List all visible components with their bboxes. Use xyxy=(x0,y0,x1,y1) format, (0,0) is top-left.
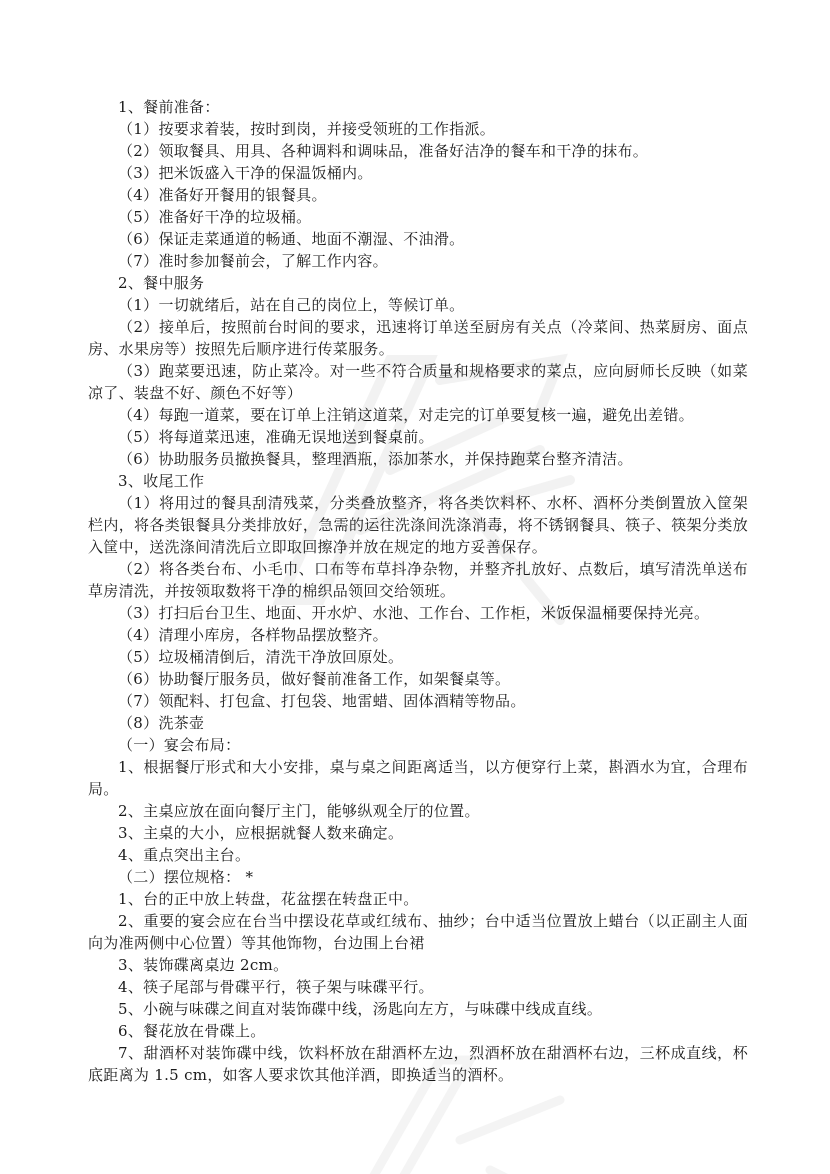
paragraph: （4）准备好开餐用的银餐具。 xyxy=(118,186,327,204)
paragraph: （6）协助服务员撤换餐具，整理酒瓶，添加茶水，并保持跑菜台整齐清洁。 xyxy=(118,450,633,468)
paragraph: （7）准时参加餐前会，了解工作内容。 xyxy=(118,252,388,270)
paragraph: 2、主桌应放在面向餐厅主门，能够纵观全厅的位置。 xyxy=(118,802,480,820)
paragraph: 7、甜酒杯对装饰碟中线，饮料杯放在甜酒杯左边，烈酒杯放在甜酒杯右边，三杯成直线，杯底距离为 1.5 cm，如客人要求饮其他洋酒，即换适当的酒杯。 xyxy=(88,1044,748,1084)
paragraph: （3）跑菜要迅速，防止菜冷。对一些不符合质量和规格要求的菜点，应向厨师长反映（如菜凉了、装盘不好、颜色不好等） xyxy=(88,362,748,402)
paragraph: （1）一切就绪后，站在自己的岗位上，等候订单。 xyxy=(118,296,465,314)
paragraph: 1、餐前准备： xyxy=(118,98,220,116)
paragraph: 1、台的正中放上转盘，花盆摆在转盘正中。 xyxy=(118,890,419,908)
paragraph: 2、重要的宴会应在台当中摆设花草或红绒布、抽纱；台中适当位置放上蜡台（以正副主人面向为准两侧中心位置）等其他饰物，台边围上台裙 xyxy=(88,912,748,952)
paragraph: 3、收尾工作 xyxy=(118,472,205,490)
paragraph: 1、根据餐厅形式和大小安排，桌与桌之间距离适当，以方便穿行上菜，斟酒水为宜，合理布局。 xyxy=(88,758,748,798)
paragraph: 3、主桌的大小，应根据就餐人数来确定。 xyxy=(118,824,404,842)
paragraph: （3）把米饭盛入干净的保温饭桶内。 xyxy=(118,164,373,182)
paragraph: （4）每跑一道菜，要在订单上注销这道菜，对走完的订单要复核一遍，避免出差错。 xyxy=(118,406,694,424)
paragraph: 3、装饰碟离桌边 2cm。 xyxy=(118,956,289,974)
paragraph: （5）将每道菜迅速，准确无误地送到餐桌前。 xyxy=(118,428,434,446)
paragraph: （1）将用过的餐具刮清残菜，分类叠放整齐，将各类饮料杯、水杯、酒杯分类倒置放入筐架栏内，将各类银餐具分类排放好，急需的运往洗涤间洗涤消毒，将不锈钢餐具、筷子、筷架分类放入筐中，送洗涤间清洗后立即取回擦净并放在规定的地方妥善保存。 xyxy=(88,494,748,556)
paragraph: （2）接单后，按照前台时间的要求，迅速将订单送至厨房有关点（冷菜间、热菜厨房、面点房、水果房等）按照先后顺序进行传菜服务。 xyxy=(88,318,748,358)
paragraph: 4、筷子尾部与骨碟平行，筷子架与味碟平行。 xyxy=(118,978,434,996)
paragraph: （一）宴会布局： xyxy=(118,736,241,754)
paragraph: （二）摆位规格： * xyxy=(118,868,254,886)
paragraph: 4、重点突出主台。 xyxy=(118,846,251,864)
document-body xyxy=(88,96,748,1086)
paragraph: 6、餐花放在骨碟上。 xyxy=(118,1022,266,1040)
paragraph: （6）保证走菜通道的畅通、地面不潮湿、不油滑。 xyxy=(118,230,465,248)
paragraph: （8）洗茶壶 xyxy=(118,714,205,732)
paragraph: （2）领取餐具、用具、各种调料和调味品，准备好洁净的餐车和干净的抹布。 xyxy=(118,142,649,160)
paragraph: （5）准备好干净的垃圾桶。 xyxy=(118,208,312,226)
paragraph: （1）按要求着装，按时到岗，并接受领班的工作指派。 xyxy=(118,120,496,138)
paragraph: 2、餐中服务 xyxy=(118,274,205,292)
paragraph: 5、小碗与味碟之间直对装饰碟中线，汤匙向左方，与味碟中线成直线。 xyxy=(118,1000,603,1018)
paragraph: （6）协助餐厅服务员，做好餐前准备工作，如架餐桌等。 xyxy=(118,670,511,688)
paragraph: （7）领配料、打包盒、打包袋、地雷蜡、固体酒精等物品。 xyxy=(118,692,526,710)
paragraph: （3）打扫后台卫生、地面、开水炉、水池、工作台、工作柜，米饭保温桶要保持光亮。 xyxy=(118,604,710,622)
paragraph: （2）将各类台布、小毛巾、口布等布草抖净杂物，并整齐扎放好、点数后，填写清洗单送布草房清洗，并按领取数将干净的棉织品领回交给领班。 xyxy=(88,560,748,600)
paragraph: （5）垃圾桶清倒后，清洗干净放回原处。 xyxy=(118,648,404,666)
paragraph: （4）清理小库房，各样物品摆放整齐。 xyxy=(118,626,388,644)
